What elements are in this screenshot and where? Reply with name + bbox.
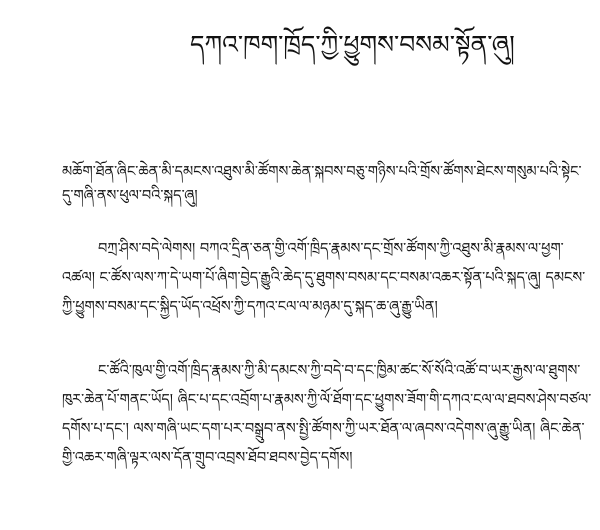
body-paragraph-2: ང་ཚོའི་ཁུལ་གྱི་འགོ་ཁྲིད་རྣམས་ཀྱི་མི་དམངས་ཀྱི་བདེ་བ་དང་ཁྱིམ་ཚང་སོ་སོའི་འཚོ་བ་ཡར་རྒྱས་ལ་ཐུགས་ཁུར་ཆེན་པོ་གནང་ཡོད། ཞིང་པ་དང་འབྲོག་པ་རྣམས་ཀྱི་ལོ་ཐོག་དང་ཕྱུགས་ཟོག་གི་དཀའ་ངལ་ལ་ཐབས་ཤེས་བཙལ་དགོས་པ་དང་། ལས་གཞི་ཡང་དག་པར་བསྒྲུབ་ནས་སྤྱི་ཚོགས་ཀྱི་ཡར་ཐོན་ལ་ཞབས་འདེགས་ཞུ་རྒྱུ་ཡིན། ཞིང་ཆེན་གྱི་འཆར་གཞི་ལྟར་ལས་དོན་གྲུབ་འབྲས་ཐོབ་ཐབས་བྱེད་དགོས། [62, 363, 592, 466]
document-title: དཀའ་ཁག་ཁྲོད་ཀྱི་ཕྱུགས་བསམ་སྟོན་ཞུ། [190, 30, 515, 59]
body-paragraph-1: བཀྲ་ཤིས་བདེ་ལེགས། བཀའ་དྲིན་ཅན་གྱི་འགོ་ཁྲིད་རྣམས་དང་གྲོས་ཚོགས་ཀྱི་འཐུས་མི་རྣམས་ལ་ཕྱག་འཚལ། ང་ཚོས་ལས་ཀ་དེ་ཡག་པོ་ཞིག་བྱེད་རྒྱུའི་ཆེད་དུ་ཐུགས་བསམ་དང་བསམ་འཆར་སྟོན་པའི་སྐད་ཞུ། དམངས་ཀྱི་ཕྱུགས་བསམ་དང་སྐྱིད་ཡོད་འཕྲོས་ཀྱི་དཀའ་ངལ་ལ་མཉམ་དུ་སྐད་ཆ་ཞུ་རྒྱུ་ཡིན། [62, 241, 586, 315]
intro-paragraph: མཆོག་ཐོན་ཞིང་ཆེན་མི་དམངས་འཐུས་མི་ཚོགས་ཆེན་སྐབས་བཅུ་གཉིས་པའི་གྲོས་ཚོགས་ཐེངས་གསུམ་པའི་སྟེང་དུ་གཞི་ནས་ཕུལ་བའི་སྐད་ཞུ། [62, 164, 582, 204]
